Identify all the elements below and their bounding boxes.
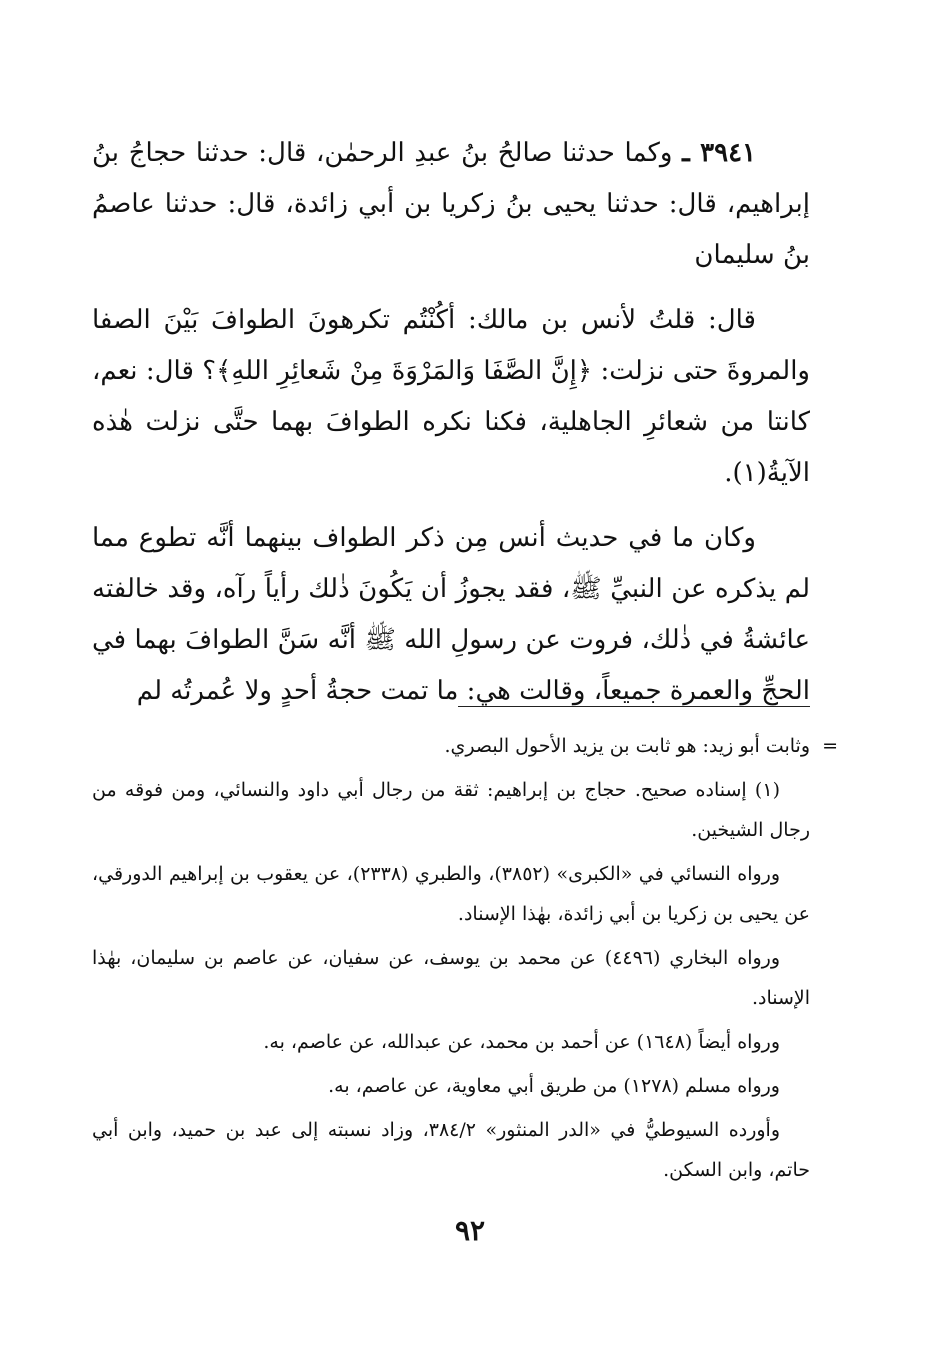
footnote-1: (١) إسناده صحيح. حجاج بن إبراهيم: ثقة من رجال أبي داود والنسائي، ومن فوقه من رجال الشيخين.: [92, 779, 810, 841]
footnote-suyuti: وأورده السيوطيُّ في «الدر المنثور» ٣٨٤/٢، وزاد نسبته إلى عبد بن حميد، وابن أبي حاتم، وابن السكن.: [92, 1119, 810, 1181]
continuation-mark: =: [822, 735, 838, 757]
hadith-number: ٣٩٤١ ـ: [682, 138, 757, 168]
continuation-text: وثابت أبو زيد: هو ثابت بن يزيد الأحول البصري.: [444, 735, 810, 757]
hadith-matn-paragraph: قال: قلتُ لأنس بن مالك: أكُنْتُم تكرهونَ الطوافَ بَيْنَ الصفا والمروةَ حتى نزلت: ﴿إِنَّ الصَّفَا وَالمَرْوَةَ مِنْ شَعائِرِ اللهِ﴾؟ قال: نعم، كانتا من شعائرِ الجاهلية، فكنا نكره الطوافَ بهما حتَّى نزلت هٰذه الآيةُ(١).: [92, 305, 810, 488]
hadith-paragraph: [92, 128, 810, 281]
footnote-muslim: ورواه مسلم (١٢٧٨) من طريق أبي معاوية، عن عاصم، به.: [328, 1075, 780, 1097]
page-number: ٩٢: [454, 1214, 486, 1247]
commentary-paragraph: وكان ما في حديث أنس مِن ذكر الطواف بينهما أنَّه تطوع مما لم يذكره عن النبيِّ ﷺ، فقد يجوزُ أن يَكُونَ ذٰلك رأياً رآه، وقد خالفته عائشةُ في ذٰلك، فروت عن رسولِ الله ﷺ أنَّه سَنَّ الطوافَ بهما في الحجِّ والعمرة جميعاً، وقالت هي: ما تمت حجةُ أحدٍ ولا عُمرتُه لم: [92, 523, 810, 706]
hadith-isnad-text: وكما حدثنا صالحُ بنُ عبدِ الرحمٰن، قال: حدثنا حجاجُ بنُ إبراهيم، قال: حدثنا يحيى بنُ زكريا بن أبي زائدة، قال: حدثنا عاصمُ بنُ سليمان: [92, 138, 810, 270]
footnote-nasai: ورواه النسائي في «الكبرى» (٣٨٥٢)، والطبري (٢٣٣٨)، عن يعقوب بن إبراهيم الدورقي، عن يحيى بن زكريا بن أبي زائدة، بهٰذا الإسناد.: [92, 863, 810, 925]
main-text-body: [92, 128, 810, 731]
footnotes-section: [92, 726, 838, 1194]
footnote-divider: [458, 706, 810, 707]
footnote-bukhari: ورواه البخاري (٤٤٩٦) عن محمد بن يوسف، عن سفيان، عن عاصم بن سليمان، بهٰذا الإسناد.: [92, 947, 810, 1009]
footnote-also: ورواه أيضاً (١٦٤٨) عن أحمد بن محمد، عن عبدالله، عن عاصم، به.: [263, 1031, 780, 1053]
footnote-continuation: [92, 726, 838, 766]
